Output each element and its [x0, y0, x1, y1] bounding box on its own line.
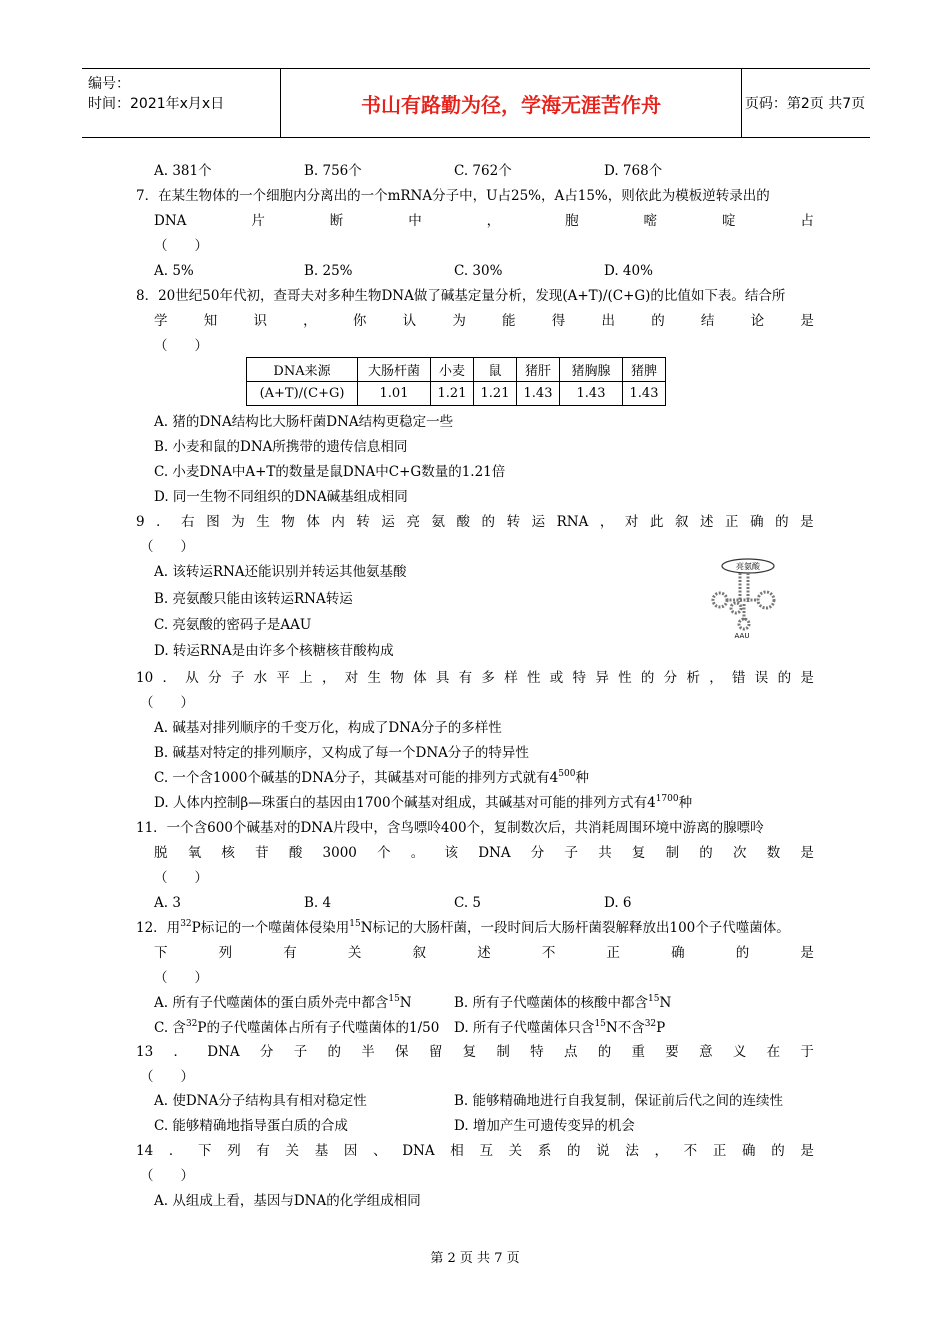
stem-word: 水	[253, 670, 268, 686]
stem-word: 子	[293, 1044, 308, 1060]
stem-word: 的	[566, 1143, 581, 1159]
stem-word: 述	[700, 514, 714, 530]
stem-word: 认	[402, 313, 417, 329]
stem-word: 从	[185, 670, 199, 686]
stem-word: 法	[625, 1143, 639, 1159]
stem-word: 14	[136, 1143, 154, 1159]
stem-word: 正	[606, 945, 620, 961]
stem-word: 意	[699, 1044, 713, 1060]
q9-bracket: （ ）	[140, 539, 194, 555]
stem-word: 分	[259, 1044, 274, 1060]
trna-cloverleaf-icon	[700, 556, 790, 640]
q9-option-c: C. 亮氨酸的密码子是AAU	[154, 617, 312, 633]
q14-stem-line1	[136, 1142, 814, 1160]
stem-word: ，	[654, 1143, 668, 1159]
stem-word: 学	[154, 313, 168, 329]
page-header	[82, 68, 870, 138]
stem-word: 列	[227, 1143, 241, 1159]
q8-option-d: D. 同一生物不同组织的DNA碱基组成相同	[154, 489, 408, 505]
stem-word: 下	[154, 945, 168, 961]
stem-word: 关	[285, 1143, 300, 1159]
stem-word: 体	[413, 670, 427, 686]
stem-word: 要	[665, 1044, 679, 1060]
stem-word: 分	[663, 670, 678, 686]
stem-word: 有	[458, 670, 473, 686]
stem-word: 确	[750, 514, 764, 530]
q8-option-b: B. 小麦和鼠的DNA所携带的遗传信息相同	[154, 439, 408, 455]
stem-word: 上	[299, 670, 313, 686]
stem-word: 你	[352, 313, 367, 329]
stem-word: 3000	[322, 845, 357, 861]
table-cell: 1.43	[560, 382, 623, 406]
q11-option-d: D. 6	[604, 895, 632, 911]
stem-word: 叙	[674, 514, 689, 530]
q7-option-c: C. 30%	[454, 263, 503, 279]
table-cell: 猪胸腺	[560, 358, 623, 382]
stem-word: 是	[800, 313, 814, 329]
stem-word: 。	[410, 845, 425, 861]
stem-word: 义	[732, 1044, 747, 1060]
stem-word: DNA	[478, 845, 511, 861]
stem-word: 在	[766, 1044, 781, 1060]
q7-stem-line1: 7．在某生物体的一个细胞内分离出的一个mRNA分子中，U占25%，A占15%，则依此为模板逆转录出的	[136, 188, 770, 204]
stem-word: 叙	[412, 945, 427, 961]
stem-word: 是	[800, 845, 814, 861]
table-cell: DNA来源	[247, 358, 358, 382]
stem-word: 断	[329, 213, 344, 229]
q9-option-a: A. 该转运RNA还能识别并转运其他氨基酸	[154, 564, 407, 580]
table-header-row	[247, 358, 666, 382]
stem-word: 运	[531, 514, 546, 530]
stem-word: 系	[537, 1143, 552, 1159]
q8-data-table	[246, 357, 666, 406]
stem-word: 运	[381, 514, 395, 530]
stem-word: 列	[218, 945, 233, 961]
stem-word: 有	[256, 1143, 270, 1159]
stem-word: 出	[601, 313, 615, 329]
q8-option-c: C. 小麦DNA中A+T的数量是鼠DNA中C+G数量的1.21倍	[154, 464, 506, 480]
q7-option-b: B. 25%	[304, 263, 353, 279]
stem-word: 半	[361, 1044, 375, 1060]
stem-word: 图	[206, 514, 220, 530]
stem-word: 关	[347, 945, 362, 961]
stem-word: 述	[477, 945, 491, 961]
stem-word: 氧	[187, 845, 202, 861]
stem-word: 分	[530, 845, 545, 861]
stem-word: 异	[595, 670, 609, 686]
table-cell: 猪肝	[517, 358, 560, 382]
stem-word: 转	[356, 514, 370, 530]
q13-option-b: B. 能够精确地进行自我复制，保证前后代之间的连续性	[454, 1093, 784, 1109]
stem-word: 的	[735, 945, 750, 961]
q7-option-a: A. 5%	[154, 263, 194, 279]
stem-word: 不	[541, 945, 556, 961]
q11-stem-line2	[154, 844, 814, 862]
stem-word: 错	[732, 670, 746, 686]
q14-option-a: A. 从组成上看，基因与DNA的化学组成相同	[154, 1193, 421, 1209]
q12-stem-line2	[154, 944, 814, 962]
trna-top-label: 亮氨酸	[736, 562, 760, 571]
table-cell: 1.01	[358, 382, 431, 406]
q8-option-a: A. 猪的DNA结构比大肠杆菌DNA结构更稳定一些	[154, 414, 454, 430]
stem-word: 知	[203, 313, 218, 329]
stem-word: 不	[683, 1143, 698, 1159]
stem-word: 是	[800, 1143, 814, 1159]
q6-option-c: C. 762个	[454, 163, 512, 179]
stem-word: 或	[549, 670, 564, 686]
stem-word: 的	[777, 670, 792, 686]
stem-word: 次	[733, 845, 747, 861]
stem-word: 对	[344, 670, 359, 686]
stem-word: DNA	[402, 1143, 435, 1159]
stem-word: 析	[686, 670, 700, 686]
stem-word: 此	[649, 514, 664, 530]
stem-word: 亮	[406, 514, 420, 530]
stem-word: 是	[800, 514, 814, 530]
q10-option-d: D. 人体内控制β—珠蛋白的基因由1700个碱基对组成，其碱基对可能的排列方式有$4^{1700}$种	[154, 794, 693, 811]
stem-word: 嘧	[643, 213, 658, 229]
stem-word: 、	[373, 1143, 387, 1159]
stem-word: 说	[596, 1143, 610, 1159]
q13-stem-line1	[136, 1043, 814, 1061]
q10-option-a: A. 碱基对排列顺序的千变万化，构成了DNA分子的多样性	[154, 720, 502, 736]
stem-word: ，	[303, 313, 317, 329]
stem-word: 得	[551, 313, 566, 329]
time-label: 时间：2021年x月x日	[88, 96, 225, 112]
stem-word: 苷	[255, 845, 269, 861]
stem-word: 个	[377, 845, 391, 861]
stem-word: 体	[306, 514, 320, 530]
q6-option-a: A. 381个	[154, 163, 212, 179]
table-cell: 小麦	[431, 358, 474, 382]
q8-bracket: （ ）	[154, 338, 208, 354]
stem-word: 内	[331, 514, 345, 530]
q8-stem-line2	[154, 312, 814, 330]
q8-stem-line1: 8．20世纪50年代初，查哥夫对多种生物DNA做了碱基定量分析，发现(A+T)/(C+G)的比值如下表。结合所	[136, 288, 786, 304]
stem-word: 平	[276, 670, 290, 686]
q12-option-a: A. 所有子代噬菌体的蛋白质外壳中都含$^{15}$N	[154, 994, 412, 1011]
stem-word: 为	[452, 313, 466, 329]
stem-word: 有	[283, 945, 297, 961]
table-cell: 1.43	[517, 382, 560, 406]
q9-stem-line1	[136, 513, 814, 531]
table-cell: 1.43	[623, 382, 666, 406]
stem-word: ．	[156, 514, 170, 530]
table-row	[247, 382, 666, 406]
stem-word: 的	[597, 1044, 612, 1060]
q13-option-d: D. 增加产生可遗传变异的机会	[454, 1118, 635, 1134]
stem-word: 的	[640, 670, 655, 686]
stem-word: 是	[800, 670, 814, 686]
stem-word: 正	[712, 1143, 727, 1159]
q9-option-b: B. 亮氨酸只能由该转运RNA转运	[154, 591, 353, 607]
stem-word: 生	[367, 670, 381, 686]
stem-word: 确	[742, 1143, 756, 1159]
stem-word: 右	[181, 514, 195, 530]
stem-word: 的	[651, 313, 665, 329]
number-label: 编号：	[88, 76, 130, 92]
stem-word: 制	[665, 845, 680, 861]
stem-word: 因	[343, 1143, 358, 1159]
stem-word: 多	[481, 670, 495, 686]
q11-option-b: B. 4	[304, 895, 332, 911]
stem-word: 物	[281, 514, 295, 530]
header-motto: 书山有路勤为径，学海无涯苦作舟	[280, 69, 742, 137]
stem-word: 下	[198, 1143, 212, 1159]
q11-option-a: A. 3	[154, 895, 181, 911]
stem-word: 脱	[154, 845, 168, 861]
q13-option-a: A. 使DNA分子结构具有相对稳定性	[154, 1093, 367, 1109]
q12-stem-line1: 12．用$^{32}$P标记的一个噬菌体侵染用$^{15}$N标记的大肠杆菌，一段时间后大肠杆菌裂解释放出100个子代噬菌体。	[136, 919, 790, 936]
stem-word: 关	[508, 1143, 523, 1159]
q7-stem-line2	[154, 212, 814, 230]
stem-word: 占	[800, 213, 814, 229]
q12-option-b: B. 所有子代噬菌体的核酸中都含$^{15}$N	[454, 994, 672, 1011]
stem-word: RNA	[556, 514, 589, 530]
stem-word: 是	[800, 945, 814, 961]
stem-word: 具	[435, 670, 450, 686]
q12-bracket: （ ）	[154, 970, 208, 986]
stem-word: 确	[671, 945, 685, 961]
header-page-label: 页码：第2页 共7页	[744, 96, 866, 112]
table-cell: 鼠	[474, 358, 517, 382]
page-footer: 第 2 页 共 7 页	[430, 1251, 520, 1266]
stem-word: 胞	[565, 213, 579, 229]
stem-word: 正	[725, 514, 739, 530]
q11-option-c: C. 5	[454, 895, 482, 911]
stem-word: ，	[486, 213, 501, 229]
q10-stem-line1	[136, 669, 814, 687]
q12-option-c: C. 含$^{32}$P的子代噬菌体占所有子代噬菌体的1/50	[154, 1019, 440, 1036]
q10-option-c: C. 一个含1000个碱基的DNA分子，其碱基对可能的排列方式就有$4^{500}$种	[154, 769, 589, 786]
stem-word: 点	[563, 1044, 578, 1060]
stem-word: 制	[496, 1044, 510, 1060]
q10-option-b: B. 碱基对特定的排列顺序，又构成了每一个DNA分子的特异性	[154, 745, 529, 761]
stem-word: 误	[754, 670, 769, 686]
stem-word: ，	[709, 670, 723, 686]
stem-word: 重	[631, 1044, 646, 1060]
stem-word: 数	[766, 845, 781, 861]
stem-word: 10	[136, 670, 154, 686]
stem-word: DNA	[207, 1044, 240, 1060]
table-cell: 大肠杆菌	[358, 358, 431, 382]
q6-option-b: B. 756个	[304, 163, 362, 179]
stem-word: 的	[699, 845, 713, 861]
table-cell: (A+T)/(C+G)	[247, 382, 358, 406]
stem-word: 啶	[721, 213, 736, 229]
stem-word: 的	[481, 514, 496, 530]
stem-word: 留	[428, 1044, 443, 1060]
q10-bracket: （ ）	[140, 695, 194, 711]
stem-word: 结	[700, 313, 715, 329]
q7-bracket: （ ）	[154, 238, 208, 254]
stem-word: 于	[800, 1044, 814, 1060]
stem-word: 保	[395, 1044, 409, 1060]
stem-word: ，	[321, 670, 336, 686]
stem-word: 的	[327, 1044, 341, 1060]
q7-option-d: D. 40%	[604, 263, 653, 279]
stem-word: 的	[775, 514, 789, 530]
q13-bracket: （ ）	[140, 1069, 194, 1085]
stem-word: 酸	[288, 845, 303, 861]
stem-word: 对	[624, 514, 639, 530]
stem-word: 核	[221, 845, 235, 861]
q11-bracket: （ ）	[154, 870, 208, 886]
q13-option-c: C. 能够精确地指导蛋白质的合成	[154, 1118, 348, 1134]
table-cell: 猪脾	[623, 358, 666, 382]
stem-word: 复	[462, 1044, 477, 1060]
stem-word: 相	[450, 1143, 464, 1159]
stem-word: 该	[444, 845, 458, 861]
q6-option-d: D. 768个	[604, 163, 663, 179]
trna-figure	[700, 556, 790, 640]
stem-word: 分	[208, 670, 222, 686]
q9-option-d: D. 转运RNA是由许多个核糖核苷酸构成	[154, 643, 394, 659]
stem-word: 子	[230, 670, 245, 686]
stem-word: 9	[136, 514, 145, 530]
stem-word: ，	[599, 514, 614, 530]
stem-word: 复	[631, 845, 646, 861]
stem-word: DNA	[154, 213, 187, 229]
stem-word: 基	[314, 1143, 329, 1159]
stem-word: ．	[173, 1044, 187, 1060]
stem-word: 氨	[431, 514, 445, 530]
q14-bracket: （ ）	[140, 1168, 194, 1184]
stem-word: 特	[530, 1044, 544, 1060]
trna-anticodon-label: AAU	[734, 632, 750, 640]
stem-word: 子	[564, 845, 578, 861]
stem-word: 酸	[456, 514, 470, 530]
table-cell: 1.21	[474, 382, 517, 406]
stem-word: 性	[526, 670, 541, 686]
stem-word: ．	[168, 1143, 183, 1159]
stem-word: 识	[253, 313, 267, 329]
stem-word: 特	[572, 670, 587, 686]
stem-word: 为	[231, 514, 245, 530]
stem-word: 性	[618, 670, 632, 686]
stem-word: 转	[506, 514, 521, 530]
table-cell: 1.21	[431, 382, 474, 406]
stem-word: 共	[598, 845, 612, 861]
stem-word: 能	[502, 313, 516, 329]
stem-word: 生	[256, 514, 270, 530]
stem-word: ．	[162, 670, 176, 686]
stem-word: 样	[504, 670, 518, 686]
stem-word: 物	[390, 670, 404, 686]
header-info	[82, 69, 280, 137]
stem-word: 13	[136, 1044, 154, 1060]
stem-word: 片	[251, 213, 265, 229]
stem-word: 的	[771, 1143, 785, 1159]
stem-word: 互	[479, 1143, 493, 1159]
stem-word: 论	[750, 313, 765, 329]
stem-word: 中	[408, 213, 422, 229]
q12-option-d: D. 所有子代噬菌体只含$^{15}$N不含$^{32}$P	[454, 1019, 666, 1036]
q11-stem-line1: 11．一个含600个碱基对的DNA片段中，含鸟嘌呤400个，复制数次后，共消耗周围环境中游离的腺嘌呤	[136, 820, 764, 836]
